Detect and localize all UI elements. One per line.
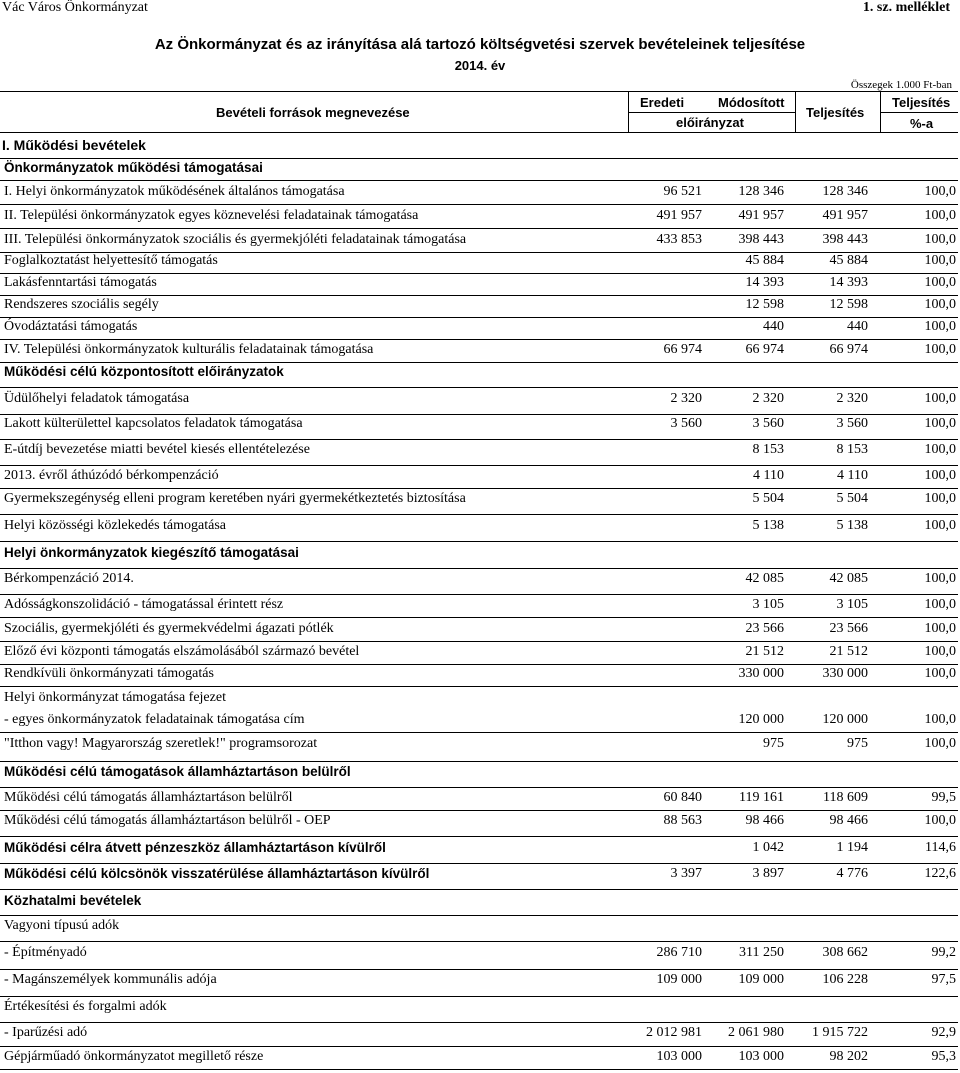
actual-value: 491 957 bbox=[822, 208, 868, 223]
column-name-header: Bevételi források megnevezése bbox=[216, 105, 410, 120]
actual-value: 3 105 bbox=[836, 597, 868, 612]
row-label: Értékesítési és forgalmi adók bbox=[4, 999, 167, 1014]
row-label: Működési célra átvett pénzeszköz államháztartáson kívülről bbox=[4, 840, 386, 855]
row-divider bbox=[0, 514, 958, 515]
row-label: Lakásfenntartási támogatás bbox=[4, 275, 157, 290]
row-divider bbox=[0, 810, 958, 811]
row-label: Óvodáztatási támogatás bbox=[4, 319, 138, 334]
row-divider bbox=[0, 339, 958, 340]
table-row bbox=[0, 391, 958, 416]
actual-value: 98 202 bbox=[829, 1049, 868, 1064]
actual-value: 440 bbox=[847, 319, 868, 334]
actual-percent: 100,0 bbox=[924, 391, 956, 406]
actual-percent: 100,0 bbox=[924, 275, 956, 290]
row-label: I. Helyi önkormányzatok működésének általános támogatása bbox=[4, 184, 345, 199]
actual-percent: 100,0 bbox=[924, 644, 956, 659]
row-label: Vagyoni típusú adók bbox=[4, 918, 120, 933]
actual-value: 8 153 bbox=[836, 442, 868, 457]
table-row bbox=[0, 232, 958, 254]
row-label: - Iparűzési adó bbox=[4, 1025, 88, 1040]
actual-percent: 100,0 bbox=[924, 253, 956, 268]
row-label: Rendkívüli önkormányzati támogatás bbox=[4, 666, 214, 681]
actual-value: 12 598 bbox=[829, 297, 868, 312]
actual-value: 118 609 bbox=[823, 790, 868, 805]
modified-value: 8 153 bbox=[752, 442, 784, 457]
row-label: Működési célú támogatások államháztartáson belülről bbox=[4, 764, 351, 779]
modified-value: 975 bbox=[763, 736, 784, 751]
table-row bbox=[0, 416, 958, 441]
actual-percent: 100,0 bbox=[924, 468, 956, 483]
row-divider bbox=[0, 273, 958, 274]
table-row bbox=[0, 1025, 958, 1048]
section-title: I. Működési bevételek bbox=[2, 137, 146, 153]
modified-value: 45 884 bbox=[745, 253, 784, 268]
row-divider bbox=[0, 1022, 958, 1023]
table-row bbox=[0, 275, 958, 297]
modified-value: 1 042 bbox=[752, 840, 784, 855]
actual-percent: 92,9 bbox=[931, 1025, 956, 1040]
table-row bbox=[0, 253, 958, 275]
table-row bbox=[0, 813, 958, 838]
actual-percent: 100,0 bbox=[924, 712, 956, 727]
row-label: E-útdíj bevezetése miatti bevétel kiesés ellentételezése bbox=[4, 442, 310, 457]
table-row bbox=[0, 893, 958, 917]
table-row bbox=[0, 918, 958, 943]
row-divider bbox=[0, 317, 958, 318]
actual-value: 2 320 bbox=[836, 391, 868, 406]
original-value: 2 320 bbox=[670, 391, 702, 406]
column-appropriation-header: előirányzat bbox=[676, 115, 744, 130]
actual-percent: 99,5 bbox=[931, 790, 956, 805]
original-value: 109 000 bbox=[656, 972, 702, 987]
row-label: Önkormányzatok működési támogatásai bbox=[4, 160, 263, 175]
modified-value: 128 346 bbox=[738, 184, 784, 199]
row-divider bbox=[0, 414, 958, 415]
row-divider bbox=[0, 996, 958, 997]
actual-percent: 100,0 bbox=[924, 297, 956, 312]
original-value: 88 563 bbox=[663, 813, 702, 828]
table-row bbox=[0, 621, 958, 643]
modified-value: 12 598 bbox=[745, 297, 784, 312]
table-row bbox=[0, 866, 958, 891]
modified-value: 398 443 bbox=[738, 232, 784, 247]
row-label: - Építményadó bbox=[4, 945, 87, 960]
actual-percent: 100,0 bbox=[924, 442, 956, 457]
row-label: Adósságkonszolidáció - támogatással érintett rész bbox=[4, 597, 284, 612]
row-divider bbox=[0, 465, 958, 466]
original-value: 3 397 bbox=[670, 866, 702, 881]
row-label: Szociális, gyermekjóléti és gyermekvédelmi ágazati pótlék bbox=[4, 621, 334, 636]
table-row bbox=[0, 571, 958, 596]
row-divider bbox=[0, 228, 958, 229]
table-row bbox=[0, 297, 958, 319]
table-row bbox=[0, 972, 958, 998]
row-divider bbox=[0, 686, 958, 687]
actual-percent: 100,0 bbox=[924, 319, 956, 334]
modified-value: 14 393 bbox=[745, 275, 784, 290]
table-row bbox=[0, 518, 958, 543]
row-divider bbox=[0, 439, 958, 440]
table-row bbox=[0, 840, 958, 865]
table-row bbox=[0, 545, 958, 570]
actual-value: 330 000 bbox=[822, 666, 868, 681]
modified-value: 42 085 bbox=[745, 571, 784, 586]
actual-percent: 100,0 bbox=[924, 736, 956, 751]
row-divider bbox=[0, 204, 958, 205]
row-divider bbox=[0, 863, 958, 864]
table-row bbox=[0, 690, 958, 734]
column-pct-header-1: Teljesítés bbox=[892, 95, 951, 110]
modified-value: 3 897 bbox=[752, 866, 784, 881]
table-row bbox=[0, 342, 958, 364]
row-divider bbox=[0, 941, 958, 942]
actual-value: 66 974 bbox=[829, 342, 868, 357]
units-note: Összegek 1.000 Ft-ban bbox=[850, 79, 952, 91]
row-divider bbox=[0, 594, 958, 595]
row-label: Működési célú támogatás államháztartáson belülről - OEP bbox=[4, 813, 331, 828]
actual-percent: 100,0 bbox=[924, 342, 956, 357]
original-value: 433 853 bbox=[656, 232, 702, 247]
row-label: II. Települési önkormányzatok egyes köznevelési feladatainak támogatása bbox=[4, 208, 419, 223]
table-row bbox=[0, 160, 958, 182]
row-label: - Magánszemélyek kommunális adója bbox=[4, 972, 217, 987]
actual-value: 5 504 bbox=[836, 491, 868, 506]
modified-value: 109 000 bbox=[738, 972, 784, 987]
actual-value: 3 560 bbox=[836, 416, 868, 431]
row-label: Lakott külterülettel kapcsolatos feladatok támogatása bbox=[4, 416, 303, 431]
row-label: Rendszeres szociális segély bbox=[4, 297, 159, 312]
actual-value: 45 884 bbox=[829, 253, 868, 268]
table-row bbox=[0, 491, 958, 516]
actual-percent: 100,0 bbox=[924, 208, 956, 223]
actual-percent: 97,5 bbox=[931, 972, 956, 987]
table-row bbox=[0, 597, 958, 619]
modified-value: 440 bbox=[763, 319, 784, 334]
actual-value: 398 443 bbox=[822, 232, 868, 247]
row-divider bbox=[0, 969, 958, 970]
actual-value: 5 138 bbox=[836, 518, 868, 533]
table-row bbox=[0, 945, 958, 971]
actual-value: 21 512 bbox=[829, 644, 868, 659]
actual-value: 1 194 bbox=[836, 840, 868, 855]
row-label: "Itthon vagy! Magyarország szeretlek!" programsorozat bbox=[4, 736, 318, 751]
row-label: Foglalkoztatást helyettesítő támogatás bbox=[4, 253, 218, 268]
actual-percent: 100,0 bbox=[924, 621, 956, 636]
row-label: Gyermekszegénység elleni program keretében nyári gyermekétkeztetés biztosítása bbox=[4, 491, 466, 506]
actual-value: 23 566 bbox=[829, 621, 868, 636]
table-row bbox=[0, 208, 958, 230]
table-row bbox=[0, 184, 958, 206]
row-divider bbox=[0, 836, 958, 837]
row-label: IV. Települési önkormányzatok kulturális feladatainak támogatása bbox=[4, 342, 374, 357]
actual-percent: 100,0 bbox=[924, 491, 956, 506]
row-divider bbox=[0, 915, 958, 916]
modified-value: 3 560 bbox=[752, 416, 784, 431]
actual-percent: 100,0 bbox=[924, 184, 956, 199]
actual-percent: 100,0 bbox=[924, 416, 956, 431]
table-row bbox=[0, 468, 958, 490]
actual-value: 1 915 722 bbox=[812, 1025, 868, 1040]
row-divider bbox=[0, 617, 958, 618]
actual-percent: 100,0 bbox=[924, 518, 956, 533]
actual-value: 4 776 bbox=[836, 866, 868, 881]
actual-value: 308 662 bbox=[822, 945, 868, 960]
actual-value: 14 393 bbox=[829, 275, 868, 290]
row-divider bbox=[0, 541, 958, 542]
actual-value: 975 bbox=[847, 736, 868, 751]
actual-percent: 114,6 bbox=[925, 840, 956, 855]
modified-value: 2 320 bbox=[752, 391, 784, 406]
actual-value: 4 110 bbox=[837, 468, 868, 483]
table-header bbox=[0, 91, 958, 133]
municipality-name: Vác Város Önkormányzat bbox=[2, 0, 148, 15]
modified-value: 66 974 bbox=[745, 342, 784, 357]
row-divider bbox=[0, 295, 958, 296]
table-row bbox=[0, 1049, 958, 1071]
row-label: Működési célú kölcsönök visszatérülése államháztartáson kívülről bbox=[4, 866, 430, 881]
row-label: Helyi közösségi közlekedés támogatása bbox=[4, 518, 226, 533]
row-divider bbox=[0, 664, 958, 665]
row-label: Helyi önkormányzatok kiegészítő támogatásai bbox=[4, 545, 299, 560]
actual-value: 120 000 bbox=[822, 712, 868, 727]
table-row bbox=[0, 442, 958, 467]
table-row bbox=[0, 764, 958, 789]
row-label: Gépjárműadó önkormányzatot megillető része bbox=[4, 1049, 264, 1064]
original-value: 103 000 bbox=[656, 1049, 702, 1064]
row-divider bbox=[0, 158, 958, 159]
row-divider bbox=[0, 568, 958, 569]
actual-percent: 100,0 bbox=[924, 666, 956, 681]
document-year: 2014. év bbox=[454, 58, 506, 73]
original-value: 491 957 bbox=[656, 208, 702, 223]
row-label-2: - egyes önkormányzatok feladatainak támogatása cím bbox=[4, 712, 305, 727]
table-row bbox=[0, 736, 958, 763]
modified-value: 98 466 bbox=[745, 813, 784, 828]
original-value: 286 710 bbox=[656, 945, 702, 960]
original-value: 96 521 bbox=[663, 184, 702, 199]
row-divider bbox=[0, 1069, 958, 1070]
row-label: Bérkompenzáció 2014. bbox=[4, 571, 134, 586]
modified-value: 119 161 bbox=[739, 790, 784, 805]
actual-value: 42 085 bbox=[829, 571, 868, 586]
row-label: Helyi önkormányzat támogatása fejezet bbox=[4, 690, 226, 705]
row-divider bbox=[0, 761, 958, 762]
row-divider bbox=[0, 1046, 958, 1047]
column-actual-header: Teljesítés bbox=[806, 105, 865, 120]
actual-percent: 100,0 bbox=[924, 597, 956, 612]
row-divider bbox=[0, 387, 958, 388]
modified-value: 491 957 bbox=[738, 208, 784, 223]
column-original-header: Eredeti bbox=[640, 95, 685, 110]
document-title: Az Önkormányzat és az irányítása alá tartozó költségvetési szervek bevételeinek teljesítése bbox=[154, 36, 806, 53]
modified-value: 5 138 bbox=[752, 518, 784, 533]
column-modified-header: Módosított bbox=[718, 95, 785, 110]
actual-value: 98 466 bbox=[829, 813, 868, 828]
actual-percent: 99,2 bbox=[931, 945, 956, 960]
table-row bbox=[0, 319, 958, 341]
row-divider bbox=[0, 889, 958, 890]
modified-value: 120 000 bbox=[738, 712, 784, 727]
modified-value: 5 504 bbox=[752, 491, 784, 506]
modified-value: 4 110 bbox=[753, 468, 784, 483]
actual-value: 128 346 bbox=[822, 184, 868, 199]
row-label: Működési célú támogatás államháztartáson belülről bbox=[4, 790, 293, 805]
modified-value: 3 105 bbox=[752, 597, 784, 612]
modified-value: 23 566 bbox=[745, 621, 784, 636]
row-label: Üdülőhelyi feladatok támogatása bbox=[4, 391, 190, 406]
table-row bbox=[0, 666, 958, 688]
actual-percent: 95,3 bbox=[931, 1049, 956, 1064]
table-row bbox=[0, 364, 958, 389]
row-divider bbox=[0, 787, 958, 788]
row-divider bbox=[0, 641, 958, 642]
actual-value: 106 228 bbox=[822, 972, 868, 987]
row-label: Előző évi központi támogatás elszámolásából származó bevétel bbox=[4, 644, 360, 659]
actual-percent: 122,6 bbox=[924, 866, 956, 881]
modified-value: 2 061 980 bbox=[728, 1025, 784, 1040]
column-pct-header-2: %-a bbox=[910, 116, 934, 131]
table-row bbox=[0, 999, 958, 1024]
original-value: 3 560 bbox=[670, 416, 702, 431]
row-label: III. Települési önkormányzatok szociális és gyermekjóléti feladatainak támogatása bbox=[4, 232, 467, 247]
row-divider bbox=[0, 362, 958, 363]
row-divider bbox=[0, 732, 958, 733]
row-label: 2013. évről áthúzódó bérkompenzáció bbox=[4, 468, 219, 483]
modified-value: 103 000 bbox=[738, 1049, 784, 1064]
table-row bbox=[0, 790, 958, 812]
row-divider bbox=[0, 180, 958, 181]
row-divider bbox=[0, 488, 958, 489]
modified-value: 21 512 bbox=[745, 644, 784, 659]
actual-percent: 100,0 bbox=[924, 813, 956, 828]
annex-number: 1. sz. melléklet bbox=[862, 0, 950, 15]
modified-value: 330 000 bbox=[738, 666, 784, 681]
modified-value: 311 250 bbox=[739, 945, 784, 960]
actual-percent: 100,0 bbox=[924, 232, 956, 247]
original-value: 66 974 bbox=[663, 342, 702, 357]
table-row bbox=[0, 644, 958, 666]
row-label: Működési célú központosított előirányzatok bbox=[4, 364, 284, 379]
original-value: 60 840 bbox=[663, 790, 702, 805]
row-label: Közhatalmi bevételek bbox=[4, 893, 142, 908]
original-value: 2 012 981 bbox=[646, 1025, 702, 1040]
actual-percent: 100,0 bbox=[924, 571, 956, 586]
